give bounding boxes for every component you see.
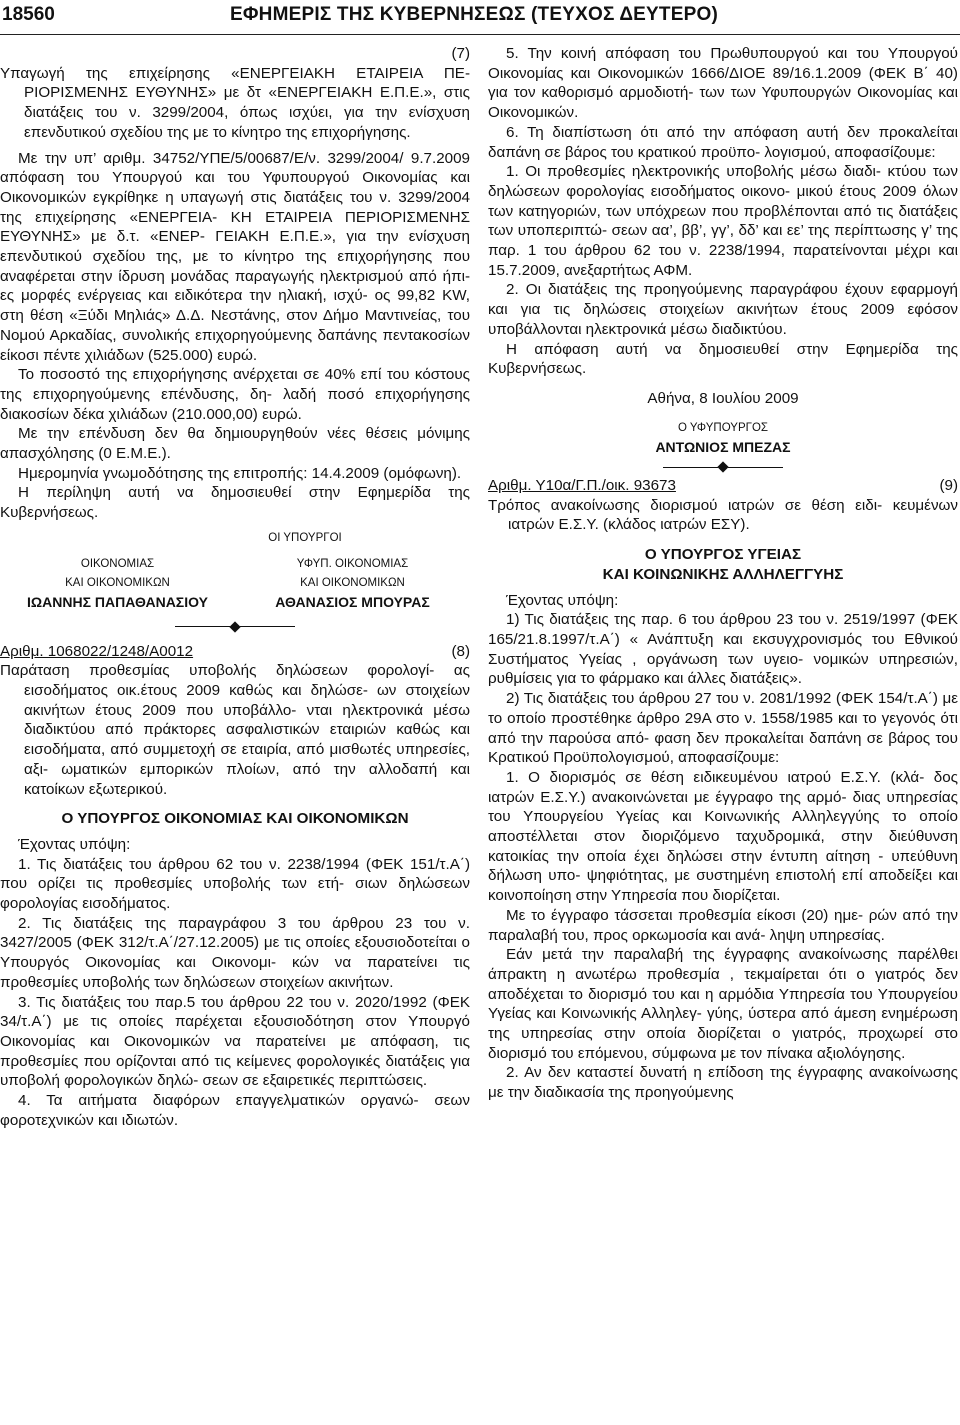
health-ruling-1: 1. Ο διορισμός σε θέση ειδικευμένου ιατρού Ε.Σ.Υ. (κλά- δος ιατρών Ε.Σ.Υ.) ανακοινώνεται με έγγραφο της αρμό- διας υπηρεσίας του Υπουργείου Υγείας και Κοινωνικής Αλληλεγγύης το οποίο αποστέλλεται στον διοριζόμενο ταχυδρομικά, στην διεύθυνση κατοικίας την οποία έχει δηλώσει στην έντυπη αίτηση - υπεύθυνη δήλωση υπο- ψηφιότητας, με συστημένη επιστολή επί αποδείξει και κοινοποίηση στην Υπηρεσία που διορίζεται. <box>488 768 958 905</box>
signature-2 <box>235 555 470 612</box>
decision-7-jobs: Με την επένδυση δεν θα δημιουργηθούν νέες θέσεις μόνιμης απασχόλησης (0 Ε.Μ.Ε.). <box>0 425 470 463</box>
ruling-publish: Η απόφαση αυτή να δημοσιευθεί στην Εφημερίδα της Κυβερνήσεως. <box>488 340 958 378</box>
gazette-title: ΕΦΗΜΕΡΙΣ ΤΗΣ ΚΥΒΕΡΝΗΣΕΩΣ (ΤΕΥΧΟΣ ΔΕΥΤΕΡΟ) <box>230 4 718 25</box>
signature-2-role: ΥΦΥΠ. ΟΙΚΟΝΟΜΙΑΣ <box>296 557 409 570</box>
decision-9-ref: Αριθμ. Υ10α/Γ.Π./οικ. 93673 <box>488 477 676 495</box>
decision-7-title: Υπαγωγή της επιχείρησης «ΕΝΕΡΓΕΙΑΚΗ ΕΤΑΙΡΕΙΑ ΠΕ- ΡΙΟΡΙΣΜΕΝΗΣ ΕΥΘΥΝΗΣ» με δτ «ΕΝΕΡΓΕΙΑΚΗ Ε.Π.Ε.», στις διατάξεις του ν. 3299/2004, όπως ισχύει, για την ενίσχυση επενδυτικού σχεδίου της με το κίνητρο της επιχορήγησης. <box>0 64 470 141</box>
decision-9-title: Τρόπος ανακοίνωσης διορισμού ιατρών σε θέση ειδι- κευμένων ιατρών Ε.Σ.Υ. (κλάδος ιατρών ΕΣΥ). <box>488 496 958 534</box>
health-minister-title-2: ΚΑΙ ΚΟΙΝΩΝΙΚΗΣ ΑΛΛΗΛΕΓΓΥΗΣ <box>602 565 844 583</box>
ruling-2: 2. Οι διατάξεις της προηγούμενης παραγράφου έχουν εφαρμογή και για τις δηλώσεις στοιχείων ακινήτων έτους 2009 εφόσον υποβάλλονται ηλεκτρονικά μέσω διαδικτύου. <box>488 281 958 338</box>
health-clause-1: 1) Τις διατάξεις της παρ. 6 του άρθρου 23 του ν. 2519/1997 (ΦΕΚ 165/21.8.1997/τ.Α΄) « Ανάπτυξη και εκσυγχρονισμός του Εθνικού Συστήματος Υγείας , οργάνωση των υγειο- νομικών υπηρεσιών, ρυθμίσεις για το φάρμακο και άλλες διατάξεις». <box>488 611 958 688</box>
signature-1-role: ΟΙΚΟΝΟΜΙΑΣ <box>80 557 155 570</box>
clause-6: 6. Τη διαπίστωση ότι από την απόφαση αυτή δεν προκαλείται δαπάνη σε βάρος του κρατικού προϋπο- λογισμού, αποφασίζουμε: <box>488 123 958 161</box>
signature-2-name: ΑΘΑΝΑΣΙΟΣ ΜΠΟΥΡΑΣ <box>275 593 430 610</box>
signatories-heading: ΟΙ ΥΠΟΥΡΓΟΙ <box>268 531 342 544</box>
page-number: 18560 <box>2 4 55 25</box>
decision-7-date: Ημερομηνία γνωμοδότησης της επιτροπής: 14.4.2009 (ομόφωνη). <box>18 464 462 482</box>
decision-7-subsidy: Το ποσοστό της επιχορήγησης ανέρχεται σε 40% επί του κόστους της επιχορηγούμενης επένδυσης, δη- λαδή ποσό επιχορήγησης διακοσίων δέκα χιλιάδων (210.000,00) ευρώ. <box>0 366 470 423</box>
decision-7-body: Με την υπ’ αριθμ. 34752/ΥΠΕ/5/00687/Ε/ν. 3299/2004/ 9.7.2009 απόφαση του Υπουργού και του Υφυπουργού Οικονομίας και Οικονομικών εγκρίθηκε η υπαγωγή στις διατάξεις του ν. 3299/2004 της επιχείρησης «ΕΝΕΡΓΕΙΑ- ΚΗ ΕΤΑΙΡΕΙΑ ΠΕΡΙΟΡΙΣΜΕΝΗΣ ΕΥΘΥΝΗΣ» με δ.τ. «ΕΝΕΡ- ΓΕΙΑΚΗ Ε.Π.Ε.», για την ενίσχυση επενδυτικού σχεδίου της, με το κίνητρο της επιχορήγησης που αναφέρεται στην ίδρυση μονάδας παραγωγής ηλεκτρισμού από ήπι- ες μορφές ενέργειας και ειδικότερα την ηλιακή, ισχύ- ος 99,82 KW, στη θέση «Ξύδι Μηλιάς» Δ.Δ. Νεστάνης, στον Δήμο Μαντινείας, του Νομού Αρκαδίας, συνολικής επιχορηγούμενης δαπάνης πεντακοσίων είκοσι πέντε χιλιάδων (525.000) ευρώ. <box>0 149 470 364</box>
clause-3: 3. Τις διατάξεις του παρ.5 του άρθρου 22 του ν. 2020/1992 (ΦΕΚ 34/τ.Α΄) με τις οποίες παρέχεται εξουσιοδότηση στον Υπουργό Οικονομίας και Οικονομικών να παρατείνει με απόφαση, τις προθεσμίες που ορίζονται από τις κείμενες φορολογικές διατάξεις για υποβολή φορολογικών δηλώ- σεων σε εξαιρετικές περιπτώσεις. <box>0 993 470 1090</box>
decision-8-number: (8) <box>451 642 470 660</box>
having-regard-label: Έχοντας υπόψη: <box>18 835 131 853</box>
health-minister-title: Ο ΥΠΟΥΡΓΟΣ ΥΓΕΙΑΣ <box>644 546 802 564</box>
section-separator <box>0 618 470 636</box>
decision-9-header <box>488 476 958 496</box>
decision-8-title: Παράταση προθεσμίας υποβολής δηλώσεων φορολογί- ας εισοδήματος οικ.έτους 2009 καθώς και δηλώσε- ων στοιχείων ακινήτων έτους 2009 που υποβάλλο- νται ηλεκτρονικά μέσω διαδικτύου από πράκτορες ασφαλιστικών εταιριών καθώς και εισοδήματα, από συμμετοχή σε εταιρία, από μισθωτές υπηρεσίες, αξι- ωματικών εμπορικών πλοίων, από την αλλοδαπή και κατοίκων εξωτερικού. <box>0 662 470 798</box>
clause-5: 5. Την κοινή απόφαση του Πρωθυπουργού και του Υπουργού Οικονομίας και Οικονομικών 1666/ΔΙΟΕ 89/16.1.2009 (ΦΕΚ Β΄ 40) για τον καθορισμό αρμοδιοτή- των των Υφυπουργών Οικονομίας και Οικονομικών. <box>488 45 958 122</box>
decision-8-ref: Αριθμ. 1068022/1248/Α0012 <box>0 642 194 660</box>
decision-7-publish: Η περίληψη αυτή να δημοσιευθεί στην Εφημερίδα της Κυβερνήσεως. <box>0 484 470 522</box>
ruling-1: 1. Οι προθεσμίες ηλεκτρονικής υποβολής μέσω διαδι- κτύου των δηλώσεων φορολογίας εισοδήματος οικονο- μικού έτους 2009 όλων των κατηγοριών, των υπόχρεων που προβλέπονται από τις διατάξεις των υποπεριπτώ- σεων αα’, ββ’, γγ’, δδ’ και εε’ της περίπτωσης γ’ της παρ. 1 του άρθρου 62 του ν. 2238/1994, παρατείνονται μέχρι και 15.7.2009, ανεξαρτήτως ΑΦΜ. <box>488 163 958 279</box>
health-ruling-deadline: Με το έγγραφο τάσσεται προθεσμία είκοσι (20) ημε- ρών από την παραλαβή του, προς ορκωμοσία και ανά- ληψη υπηρεσίας. <box>488 906 958 944</box>
signature-1-name: ΙΩΑΝΝΗΣ ΠΑΠΑΘΑΝΑΣΙΟΥ <box>27 593 208 610</box>
signatures-block <box>0 555 470 612</box>
clause-2: 2. Τις διατάξεις της παραγράφου 3 του άρθρου 23 του ν. 3427/2005 (ΦΕΚ 312/τ.Α΄/27.12.2005) με τις οποίες εξουσιοδοτείται ο Υπουργός Οικονομίας και Οικονομι- κών να παρατείνει τις προθεσμίες υποβολής των δηλώσεων στοιχείων ακινήτων. <box>0 914 470 991</box>
place-date: Αθήνα, 8 Ιουλίου 2009 <box>647 389 799 407</box>
signatory-role: Ο ΥΦΥΠΟΥΡΓΟΣ <box>677 421 769 434</box>
signature-1-role-2: ΚΑΙ ΟΙΚΟΝΟΜΙΚΩΝ <box>65 576 170 589</box>
signatory-name: ΑΝΤΩΝΙΟΣ ΜΠΕΖΑΣ <box>655 439 791 456</box>
right-column <box>488 44 958 1103</box>
health-ruling-lapse: Εάν μετά την παραλαβή της έγγραφης ανακοίνωσης παρέλθει άπρακτη η ανωτέρω προθεσμία , τεκμαίρεται ότι ο γιατρός δεν αποδέχεται το διορισμό του και η αρμόδια Υπηρεσία του Υπουργείου Υγείας και Κοινωνικής Αλληλεγ- γύης, ύστερα από άμεση ενημέρωση της υπηρεσίας στην οποία διορίζεται ο γιατρός, προχωρεί στο διορισμό του επόμενου, σύμφωνα με τον πίνακα αξιολόγησης. <box>488 946 958 1062</box>
decision-9-number: (9) <box>939 477 958 495</box>
health-clause-2: 2) Τις διατάξεις του άρθρου 27 του ν. 2081/1992 (ΦΕΚ 154/τ.Α΄) με το οποίο προστέθηκε άρθρο 29Α στο ν. 1558/1985 και το γεγονός ότι από την παρούσα από- φαση δεν προκαλείται δαπάνη σε βάρος του Κρατικού Προϋπολογισμού, αποφασίζουμε: <box>488 690 958 767</box>
left-column <box>0 44 470 1130</box>
signature-2-role-2: ΚΑΙ ΟΙΚΟΝΟΜΙΚΩΝ <box>300 576 405 589</box>
section-separator-2 <box>488 458 958 476</box>
having-regard-label-2: Έχοντας υπόψη: <box>506 591 619 609</box>
decision-7-number: (7) <box>451 45 470 62</box>
page-header <box>0 0 960 30</box>
signature-1 <box>0 555 235 612</box>
decision-8-header <box>0 642 470 662</box>
header-rule <box>0 34 960 35</box>
clause-1: 1. Τις διατάξεις του άρθρου 62 του ν. 2238/1994 (ΦΕΚ 151/τ.Α΄) που ορίζει τις προθεσμίες υποβολής των ετή- σιων δηλώσεων φορολογίας εισοδήματος. <box>0 855 470 913</box>
health-ruling-2: 2. Αν δεν καταστεί δυνατή η επίδοση της έγγραφης ανακοίνωσης με την διαδικασία της προηγούμενης <box>488 1064 958 1102</box>
clause-4: 4. Τα αιτήματα διαφόρων επαγγελματικών οργανώ- σεων φοροτεχνικών και ιδιωτών. <box>0 1092 470 1129</box>
minister-heading: Ο ΥΠΟΥΡΓΟΣ ΟΙΚΟΝΟΜΙΑΣ ΚΑΙ ΟΙΚΟΝΟΜΙΚΩΝ <box>61 810 409 828</box>
